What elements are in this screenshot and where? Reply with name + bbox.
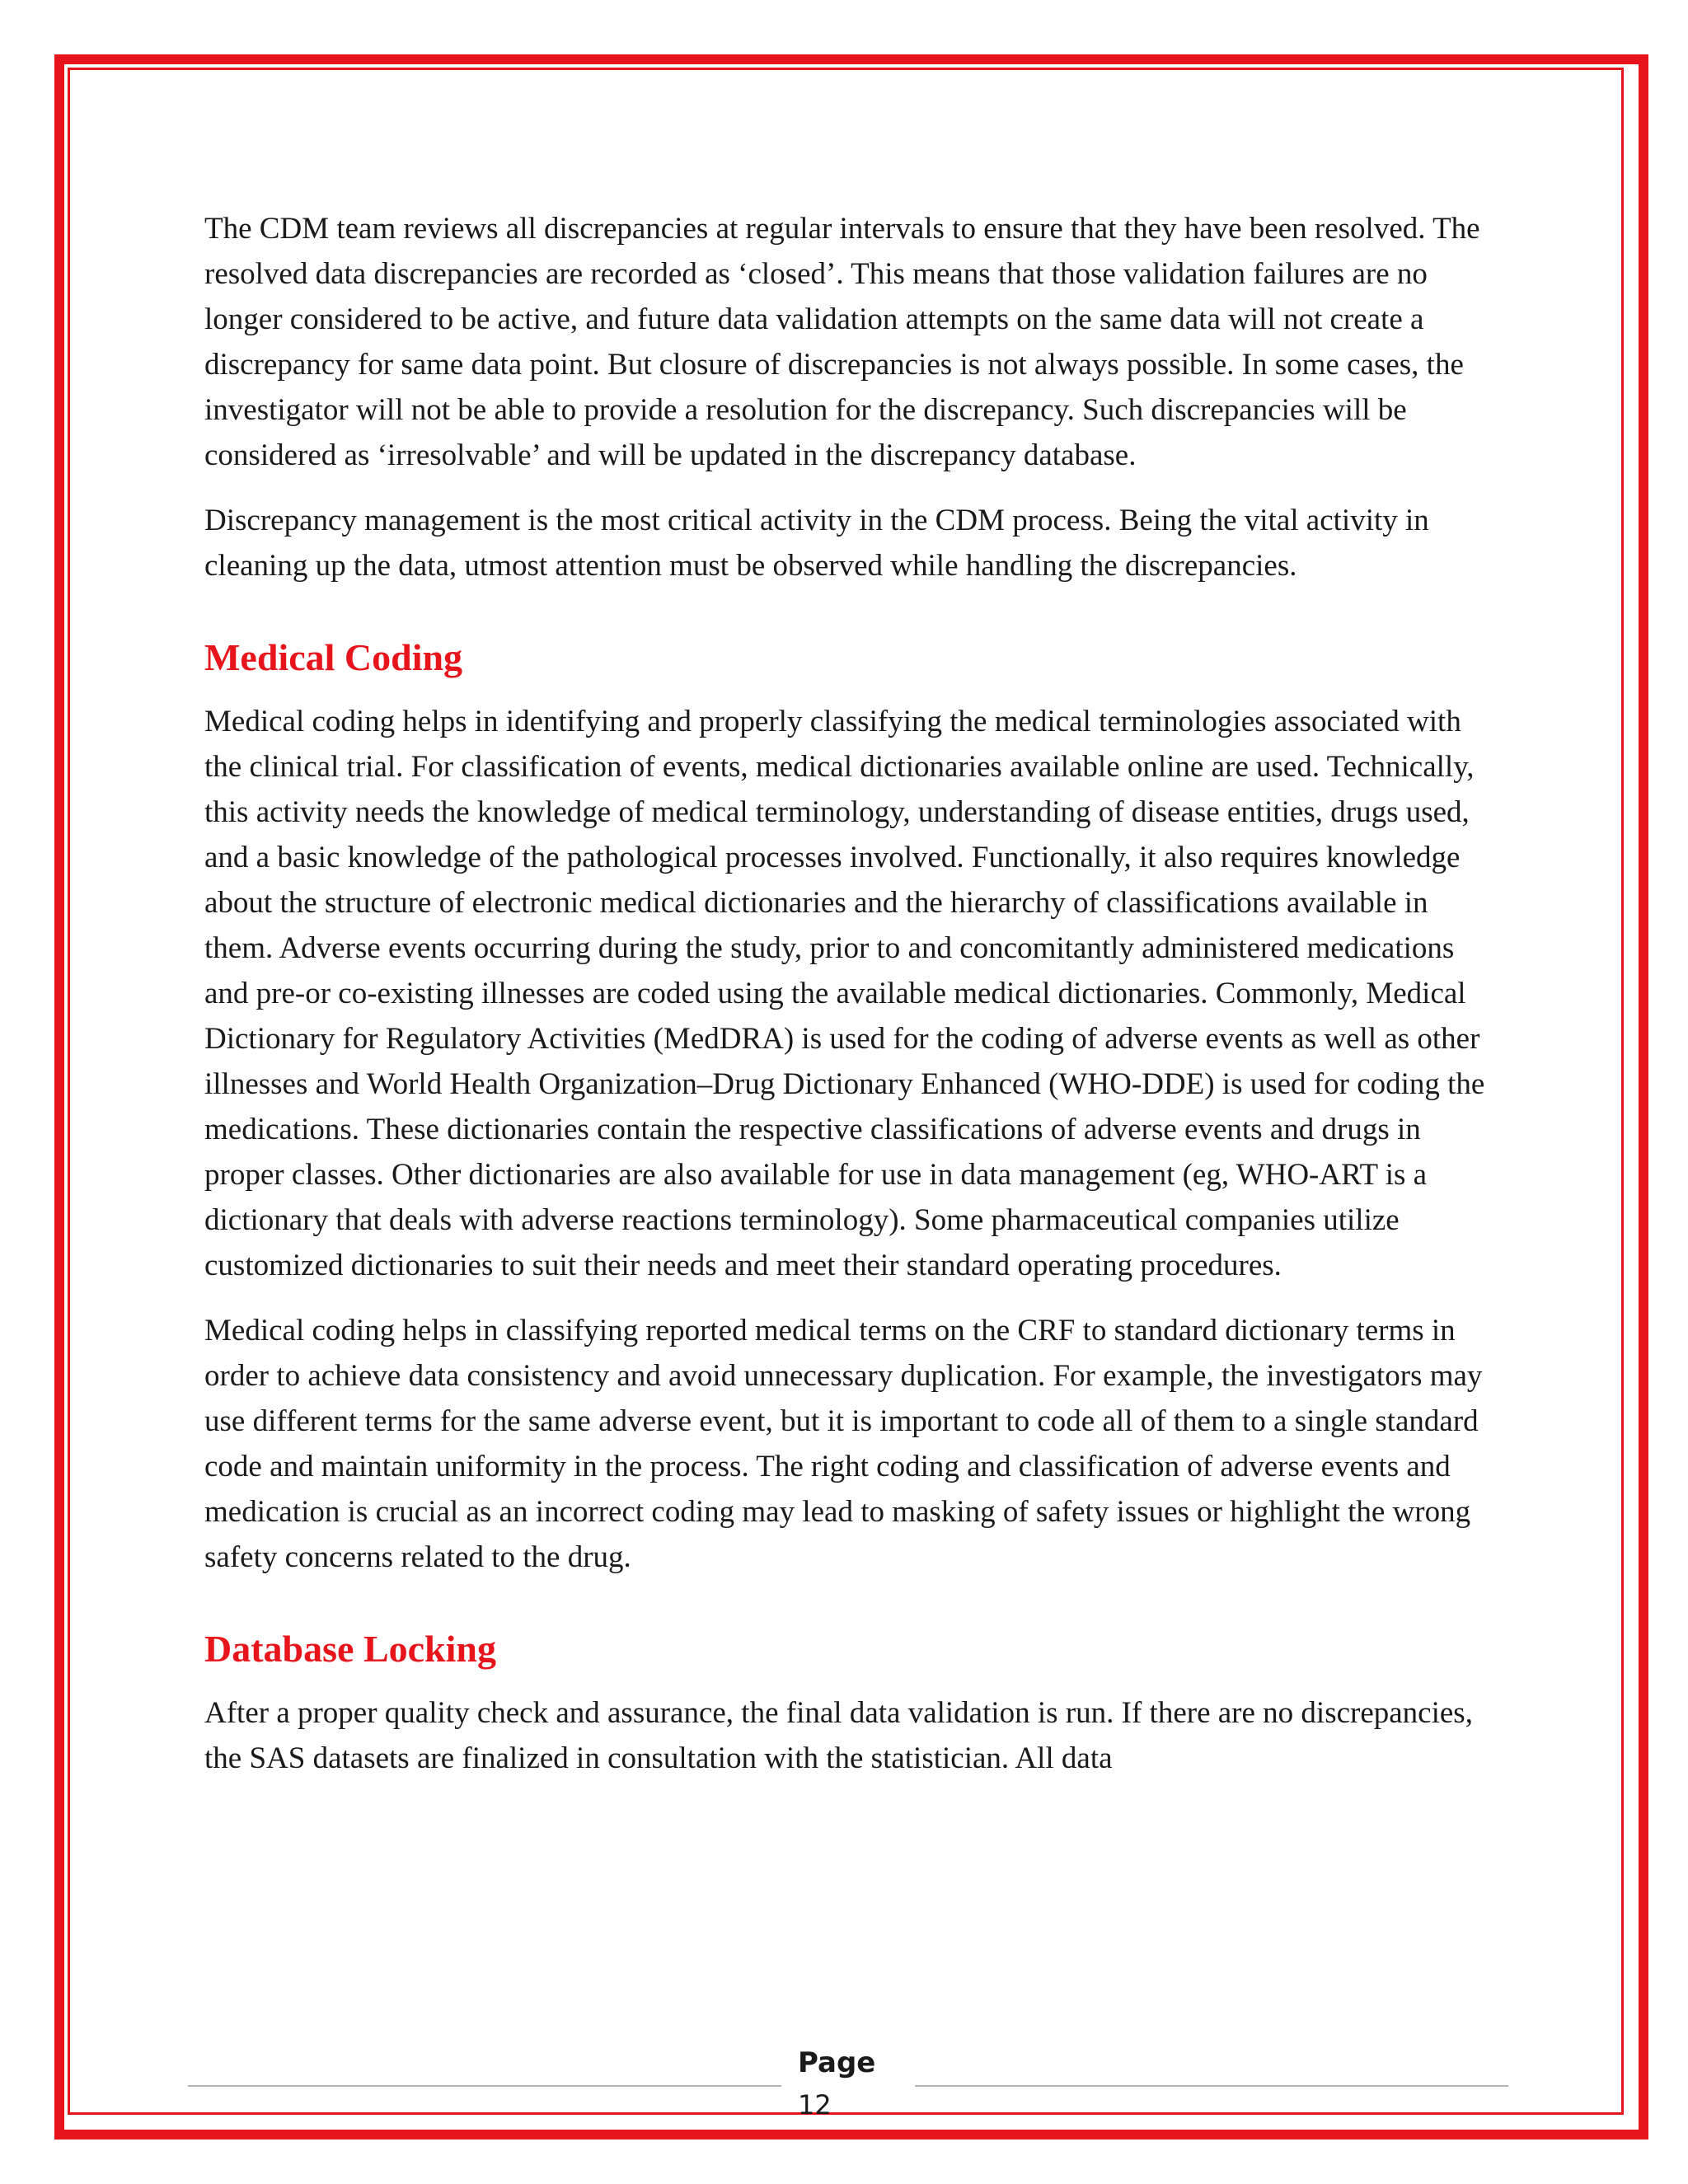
- intro-paragraph-1: The CDM team reviews all discrepancies at regular intervals to ensure that they have been resolved. The resolved data discrepancies are recorded as ‘closed’. This means that those validation failures are no longer considered to be active, and future data validation attempts on the same data will not create a discrepancy for same data point. But closure of discrepancies is not always possible. In some cases, the investigator will not be able to provide a resolution for the discrepancy. Such discrepancies will be considered as ‘irresolvable’ and will be updated in the discrepancy database.: [204, 212, 1480, 472]
- page-label: Page: [798, 2046, 876, 2079]
- footer-rule-left: [188, 2085, 781, 2087]
- database-locking-heading: Database Locking: [204, 1628, 496, 1670]
- medical-coding-paragraph-2: Medical coding helps in classifying reported medical terms on the CRF to standard dictionary terms in order to achieve data consistency and avoid unnecessary duplication. For example, the investigators may use different terms for the same adverse event, but it is important to code all of them to a single standard code and maintain uniformity in the process. The right coding and classification of adverse events and medication is crucial as an incorrect coding may lead to masking of safety issues or highlight the wrong safety concerns related to the drug.: [204, 1314, 1483, 1574]
- document-body: [204, 206, 1490, 1801]
- medical-coding-heading: Medical Coding: [204, 636, 463, 678]
- database-locking-paragraph-1: After a proper quality check and assurance, the final data validation is run. If there are no discrepancies, the SAS datasets are finalized in consultation with the statistician. All data: [204, 1696, 1473, 1775]
- medical-coding-paragraph-1: Medical coding helps in identifying and properly classifying the medical terminologies associated with the clinical trial. For classification of events, medical dictionaries available online are used. Technically, this activity needs the knowledge of medical terminology, understanding of disease entities, drugs used, and a basic knowledge of the pathological processes involved. Functionally, it also requires knowledge about the structure of electronic medical dictionaries and the hierarchy of classifications available in them. Adverse events occurring during the study, prior to and concomitantly administered medications and pre-or co-existing illnesses are coded using the available medical dictionaries. Commonly, Medical Dictionary for Regulatory Activities (MedDRA) is used for the coding of adverse events as well as other illnesses and World Health Organization–Drug Dictionary Enhanced (WHO-DDE) is used for coding the medications. These dictionaries contain the respective classifications of adverse events and drugs in proper classes. Other dictionaries are also available for use in data management (eg, WHO-ART is a dictionary that deals with adverse reactions terminology). Some pharmaceutical companies utilize customized dictionaries to suit their needs and meet their standard operating procedures.: [204, 705, 1485, 1282]
- page-number: 12: [798, 2089, 832, 2121]
- footer-rule-right: [915, 2085, 1508, 2087]
- intro-paragraph-2: Discrepancy management is the most critical activity in the CDM process. Being the vital activity in cleaning up the data, utmost attention must be observed while handling the discrepancies.: [204, 504, 1429, 583]
